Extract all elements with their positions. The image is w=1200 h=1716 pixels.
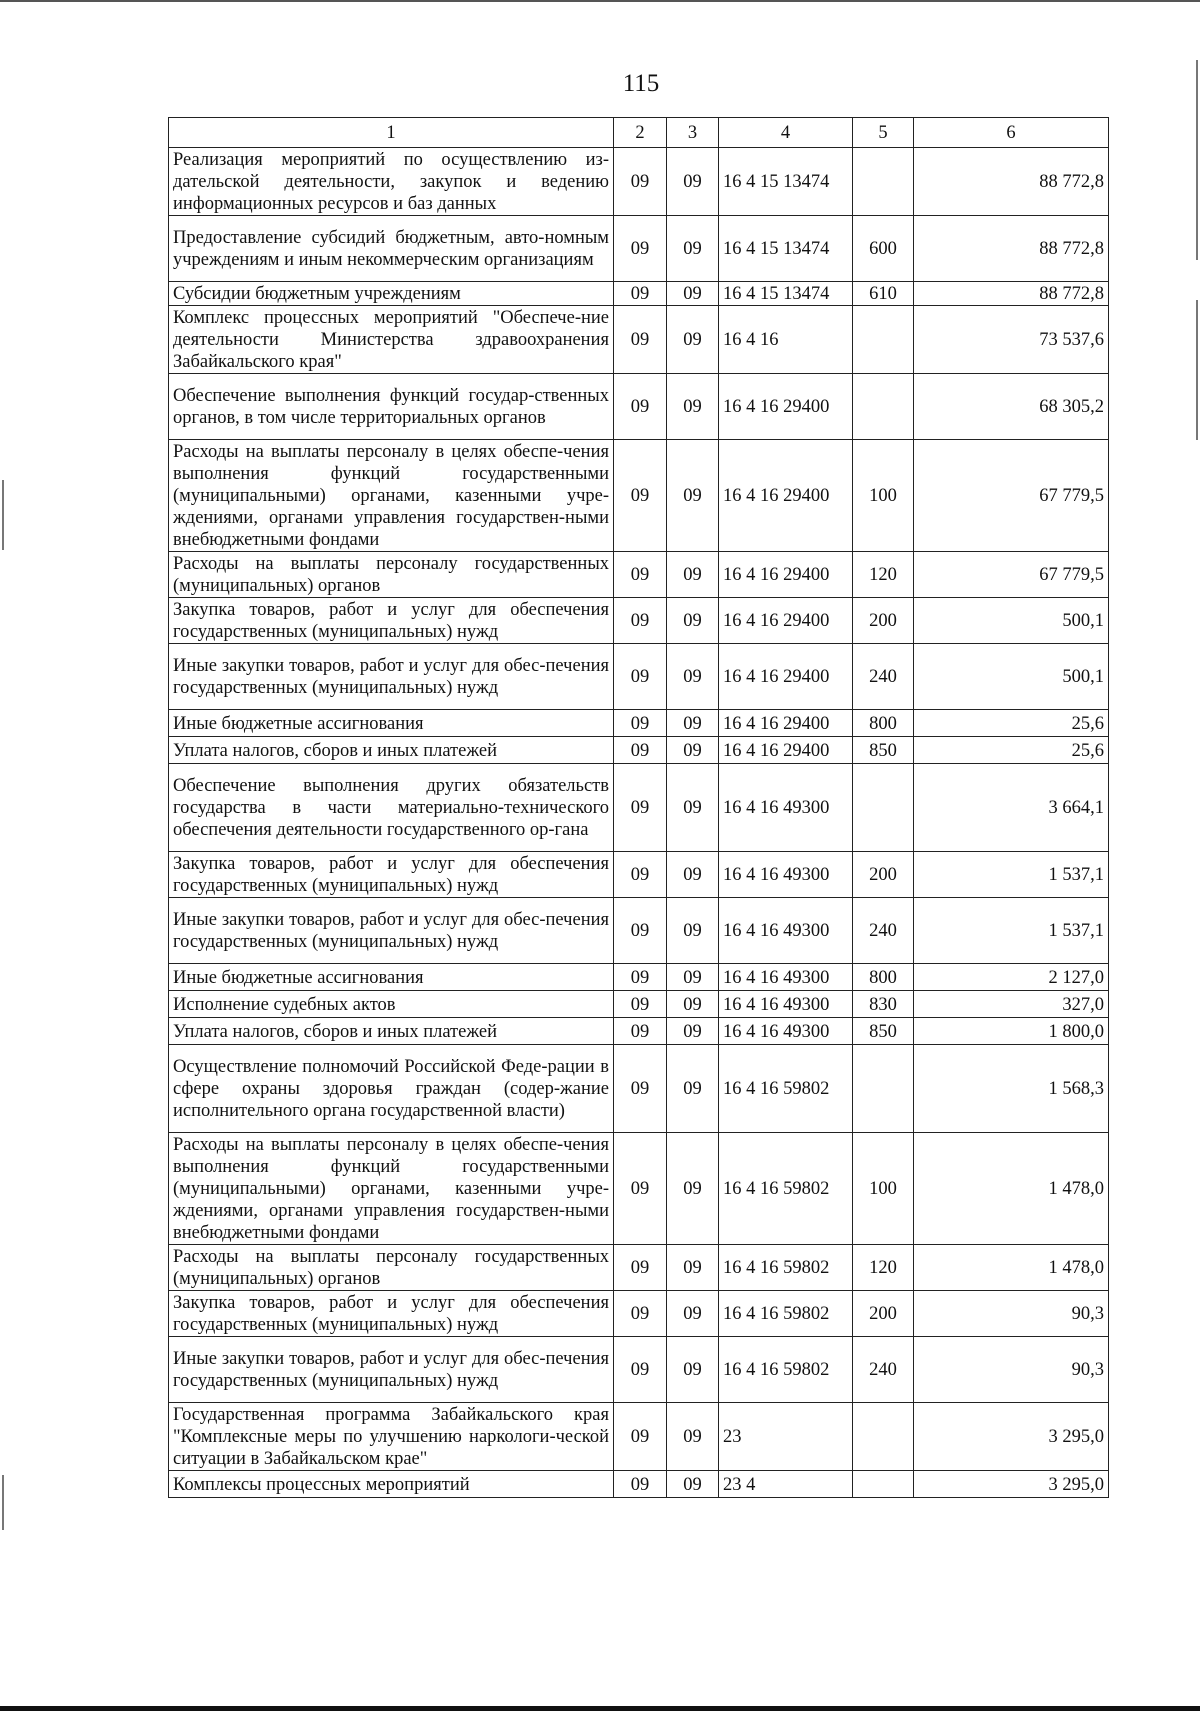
row-expense-type: 200 [853, 852, 914, 898]
row-subsection: 09 [667, 991, 719, 1018]
row-subsection: 09 [667, 1291, 719, 1337]
row-name: Комплексы процессных мероприятий [169, 1471, 614, 1498]
table-row [169, 1018, 1109, 1045]
row-amount: 500,1 [914, 598, 1109, 644]
row-name: Реализация мероприятий по осуществлению из-дательской деятельности, закупок и ведению информационных ресурсов и баз данных [169, 148, 614, 216]
row-section: 09 [614, 216, 667, 282]
table-row [169, 1045, 1109, 1133]
row-expense-type: 850 [853, 1018, 914, 1045]
column-header: 1 [169, 118, 614, 148]
row-subsection: 09 [667, 306, 719, 374]
row-target-code: 16 4 16 29400 [719, 440, 853, 552]
table-row [169, 1291, 1109, 1337]
row-target-code: 23 4 [719, 1471, 853, 1498]
row-subsection: 09 [667, 737, 719, 764]
row-amount: 500,1 [914, 644, 1109, 710]
row-subsection: 09 [667, 710, 719, 737]
row-expense-type: 200 [853, 1291, 914, 1337]
row-amount: 88 772,8 [914, 148, 1109, 216]
table-row [169, 1133, 1109, 1245]
row-section: 09 [614, 898, 667, 964]
row-subsection: 09 [667, 1403, 719, 1471]
row-section: 09 [614, 1045, 667, 1133]
row-name: Закупка товаров, работ и услуг для обеспечения государственных (муниципальных) нужд [169, 598, 614, 644]
row-target-code: 16 4 16 49300 [719, 1018, 853, 1045]
column-header: 4 [719, 118, 853, 148]
row-name: Обеспечение выполнения функций государ-ственных органов, в том числе территориальных органов [169, 374, 614, 440]
row-target-code: 16 4 16 49300 [719, 898, 853, 964]
row-subsection: 09 [667, 374, 719, 440]
row-section: 09 [614, 644, 667, 710]
row-amount: 3 664,1 [914, 764, 1109, 852]
row-target-code: 16 4 16 [719, 306, 853, 374]
row-expense-type: 830 [853, 991, 914, 1018]
row-amount: 3 295,0 [914, 1403, 1109, 1471]
row-name: Иные закупки товаров, работ и услуг для обес-печения государственных (муниципальных) нужд [169, 898, 614, 964]
page-number: 115 [622, 70, 660, 97]
row-target-code: 16 4 16 59802 [719, 1045, 853, 1133]
row-name: Расходы на выплаты персоналу государственных (муниципальных) органов [169, 1245, 614, 1291]
row-subsection: 09 [667, 898, 719, 964]
row-amount: 90,3 [914, 1337, 1109, 1403]
row-section: 09 [614, 1018, 667, 1045]
row-amount: 327,0 [914, 991, 1109, 1018]
row-subsection: 09 [667, 852, 719, 898]
row-target-code: 16 4 16 29400 [719, 552, 853, 598]
row-section: 09 [614, 374, 667, 440]
row-section: 09 [614, 1291, 667, 1337]
table-row [169, 1403, 1109, 1471]
row-amount: 68 305,2 [914, 374, 1109, 440]
row-target-code: 16 4 16 49300 [719, 852, 853, 898]
table-row [169, 306, 1109, 374]
row-expense-type [853, 374, 914, 440]
table-row [169, 440, 1109, 552]
row-target-code: 16 4 16 49300 [719, 764, 853, 852]
row-target-code: 16 4 15 13474 [719, 148, 853, 216]
row-expense-type [853, 1471, 914, 1498]
row-name: Исполнение судебных актов [169, 991, 614, 1018]
row-section: 09 [614, 552, 667, 598]
row-name: Субсидии бюджетным учреждениям [169, 282, 614, 306]
table-row [169, 282, 1109, 306]
table-row [169, 644, 1109, 710]
row-section: 09 [614, 306, 667, 374]
row-subsection: 09 [667, 440, 719, 552]
row-target-code: 16 4 16 29400 [719, 598, 853, 644]
row-subsection: 09 [667, 764, 719, 852]
row-subsection: 09 [667, 598, 719, 644]
row-name: Предоставление субсидий бюджетным, авто-номным учреждениям и иным некоммерческим организациям [169, 216, 614, 282]
row-name: Расходы на выплаты персоналу в целях обеспе-чения выполнения функций государственными (муниципальными) органами, казенными учре-ждениями, органами управления государствен-ными внебюджетными фондами [169, 1133, 614, 1245]
row-name: Иные бюджетные ассигнования [169, 710, 614, 737]
row-subsection: 09 [667, 216, 719, 282]
row-expense-type: 240 [853, 644, 914, 710]
row-target-code: 16 4 16 49300 [719, 991, 853, 1018]
table-body [169, 148, 1109, 1498]
row-amount: 25,6 [914, 737, 1109, 764]
row-name: Закупка товаров, работ и услуг для обеспечения государственных (муниципальных) нужд [169, 1291, 614, 1337]
row-subsection: 09 [667, 1018, 719, 1045]
table-row [169, 1471, 1109, 1498]
row-name: Обеспечение выполнения других обязательств государства в части материально-технического обеспечения деятельности государственного ор-гана [169, 764, 614, 852]
budget-table [168, 117, 1109, 1498]
table-row [169, 964, 1109, 991]
row-expense-type [853, 1403, 914, 1471]
row-target-code: 16 4 15 13474 [719, 216, 853, 282]
row-section: 09 [614, 1403, 667, 1471]
row-subsection: 09 [667, 1245, 719, 1291]
row-expense-type: 610 [853, 282, 914, 306]
row-section: 09 [614, 964, 667, 991]
table-row [169, 898, 1109, 964]
row-amount: 1 478,0 [914, 1133, 1109, 1245]
table-row [169, 764, 1109, 852]
row-section: 09 [614, 991, 667, 1018]
row-section: 09 [614, 1471, 667, 1498]
row-section: 09 [614, 737, 667, 764]
row-subsection: 09 [667, 282, 719, 306]
row-amount: 1 537,1 [914, 898, 1109, 964]
table-row [169, 216, 1109, 282]
row-target-code: 16 4 16 59802 [719, 1133, 853, 1245]
row-target-code: 16 4 16 59802 [719, 1291, 853, 1337]
row-expense-type: 240 [853, 898, 914, 964]
scan-bottom-edge [0, 1706, 1200, 1711]
scan-right-mark [1196, 300, 1198, 440]
row-subsection: 09 [667, 1045, 719, 1133]
row-subsection: 09 [667, 552, 719, 598]
row-section: 09 [614, 1245, 667, 1291]
row-expense-type: 100 [853, 1133, 914, 1245]
row-name: Государственная программа Забайкальского края "Комплексные меры по улучшению наркологи-ческой ситуации в Забайкальском крае" [169, 1403, 614, 1471]
column-header: 5 [853, 118, 914, 148]
column-header: 6 [914, 118, 1109, 148]
column-header: 3 [667, 118, 719, 148]
row-expense-type [853, 1045, 914, 1133]
row-amount: 67 779,5 [914, 552, 1109, 598]
row-subsection: 09 [667, 1133, 719, 1245]
table-row [169, 737, 1109, 764]
row-subsection: 09 [667, 1337, 719, 1403]
table-row [169, 1337, 1109, 1403]
row-amount: 67 779,5 [914, 440, 1109, 552]
row-expense-type [853, 148, 914, 216]
scan-top-edge [0, 0, 1200, 2]
row-name: Расходы на выплаты персоналу в целях обеспе-чения выполнения функций государственными (муниципальными) органами, казенными учре-ждениями, органами управления государствен-ными внебюджетными фондами [169, 440, 614, 552]
row-target-code: 23 [719, 1403, 853, 1471]
row-section: 09 [614, 1337, 667, 1403]
row-name: Уплата налогов, сборов и иных платежей [169, 737, 614, 764]
row-target-code: 16 4 16 59802 [719, 1337, 853, 1403]
row-target-code: 16 4 15 13474 [719, 282, 853, 306]
table-row [169, 991, 1109, 1018]
row-subsection: 09 [667, 644, 719, 710]
row-section: 09 [614, 852, 667, 898]
row-expense-type: 800 [853, 964, 914, 991]
row-name: Уплата налогов, сборов и иных платежей [169, 1018, 614, 1045]
row-amount: 1 478,0 [914, 1245, 1109, 1291]
table-row [169, 710, 1109, 737]
row-section: 09 [614, 282, 667, 306]
row-expense-type [853, 764, 914, 852]
column-header: 2 [614, 118, 667, 148]
row-amount: 3 295,0 [914, 1471, 1109, 1498]
scan-left-mark [2, 1475, 4, 1530]
table-row [169, 598, 1109, 644]
row-name: Осуществление полномочий Российской Феде-рации в сфере охраны здоровья граждан (содер-жание исполнительного органа государственной власти) [169, 1045, 614, 1133]
row-name: Закупка товаров, работ и услуг для обеспечения государственных (муниципальных) нужд [169, 852, 614, 898]
row-expense-type: 850 [853, 737, 914, 764]
table-header-row [169, 118, 1109, 148]
row-target-code: 16 4 16 29400 [719, 737, 853, 764]
row-name: Иные бюджетные ассигнования [169, 964, 614, 991]
row-expense-type: 120 [853, 1245, 914, 1291]
table-row [169, 552, 1109, 598]
row-expense-type: 100 [853, 440, 914, 552]
row-name: Комплекс процессных мероприятий "Обеспече-ние деятельности Министерства здравоохранения Забайкальского края" [169, 306, 614, 374]
row-expense-type [853, 306, 914, 374]
row-section: 09 [614, 710, 667, 737]
row-section: 09 [614, 440, 667, 552]
row-expense-type: 240 [853, 1337, 914, 1403]
row-expense-type: 200 [853, 598, 914, 644]
row-target-code: 16 4 16 29400 [719, 374, 853, 440]
row-amount: 88 772,8 [914, 282, 1109, 306]
row-name: Иные закупки товаров, работ и услуг для обес-печения государственных (муниципальных) нужд [169, 644, 614, 710]
row-subsection: 09 [667, 148, 719, 216]
row-section: 09 [614, 764, 667, 852]
row-name: Расходы на выплаты персоналу государственных (муниципальных) органов [169, 552, 614, 598]
row-amount: 88 772,8 [914, 216, 1109, 282]
table-row [169, 1245, 1109, 1291]
table-row [169, 374, 1109, 440]
row-target-code: 16 4 16 29400 [719, 710, 853, 737]
row-target-code: 16 4 16 29400 [719, 644, 853, 710]
row-amount: 25,6 [914, 710, 1109, 737]
row-expense-type: 600 [853, 216, 914, 282]
row-expense-type: 120 [853, 552, 914, 598]
row-subsection: 09 [667, 1471, 719, 1498]
row-expense-type: 800 [853, 710, 914, 737]
row-amount: 1 537,1 [914, 852, 1109, 898]
table-row [169, 148, 1109, 216]
row-name: Иные закупки товаров, работ и услуг для обес-печения государственных (муниципальных) нужд [169, 1337, 614, 1403]
row-amount: 1 568,3 [914, 1045, 1109, 1133]
row-target-code: 16 4 16 59802 [719, 1245, 853, 1291]
row-section: 09 [614, 598, 667, 644]
row-subsection: 09 [667, 964, 719, 991]
scan-left-mark [2, 480, 4, 550]
row-target-code: 16 4 16 49300 [719, 964, 853, 991]
row-section: 09 [614, 148, 667, 216]
row-amount: 1 800,0 [914, 1018, 1109, 1045]
row-amount: 90,3 [914, 1291, 1109, 1337]
row-section: 09 [614, 1133, 667, 1245]
row-amount: 73 537,6 [914, 306, 1109, 374]
row-amount: 2 127,0 [914, 964, 1109, 991]
table-row [169, 852, 1109, 898]
